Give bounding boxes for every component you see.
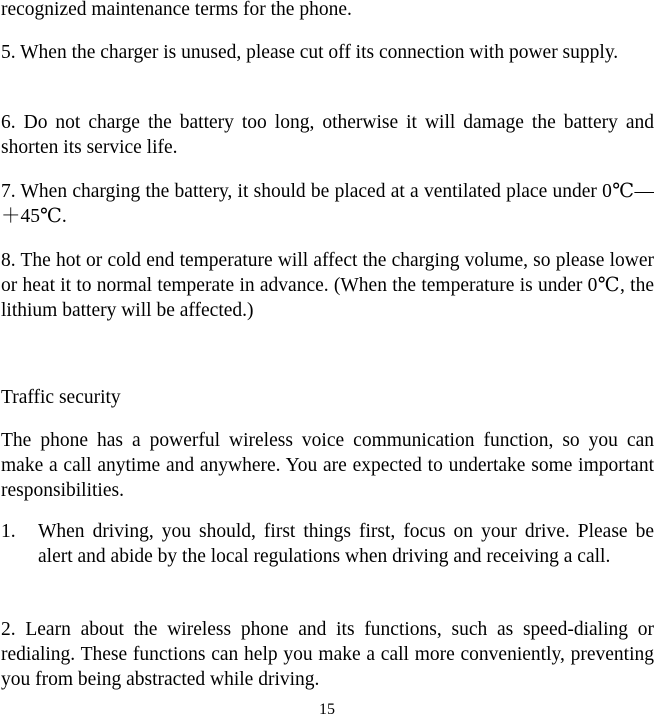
list-item-text: When driving, you should, first things first, focus on your drive. Please be alert and abide by the local regulations when driving and receiving a call.	[38, 521, 654, 567]
page-number: 15	[319, 701, 335, 718]
paragraph-item-5: 5. When the charger is unused, please cut off its connection with power supply.	[1, 42, 619, 63]
paragraph-traffic-intro: The phone has a powerful wireless voice communication function, so you can make a call anytime and anywhere. You are expected to undertake some important responsibilities.	[1, 430, 654, 501]
paragraph-item-8: 8. The hot or cold end temperature will affect the charging volume, so please lower or heat it to normal temperate in advance. (When the temperature is under 0℃, the lithium battery will be affected.)	[1, 250, 654, 321]
section-heading-traffic-security: Traffic security	[1, 387, 121, 408]
paragraph-item-2: 2. Learn about the wireless phone and its functions, such as speed-dialing or redialing. These functions can help you make a call more conveniently, preventing you from being abstracted while driving.	[1, 619, 654, 690]
list-item-number: 1.	[1, 521, 16, 542]
paragraph-maintenance-terms: recognized maintenance terms for the phone.	[1, 0, 352, 20]
paragraph-item-6: 6. Do not charge the battery too long, otherwise it will damage the battery and shorten its service life.	[1, 112, 654, 158]
paragraph-item-7: 7. When charging the battery, it should be placed at a ventilated place under 0℃—＋45℃.	[1, 181, 654, 227]
